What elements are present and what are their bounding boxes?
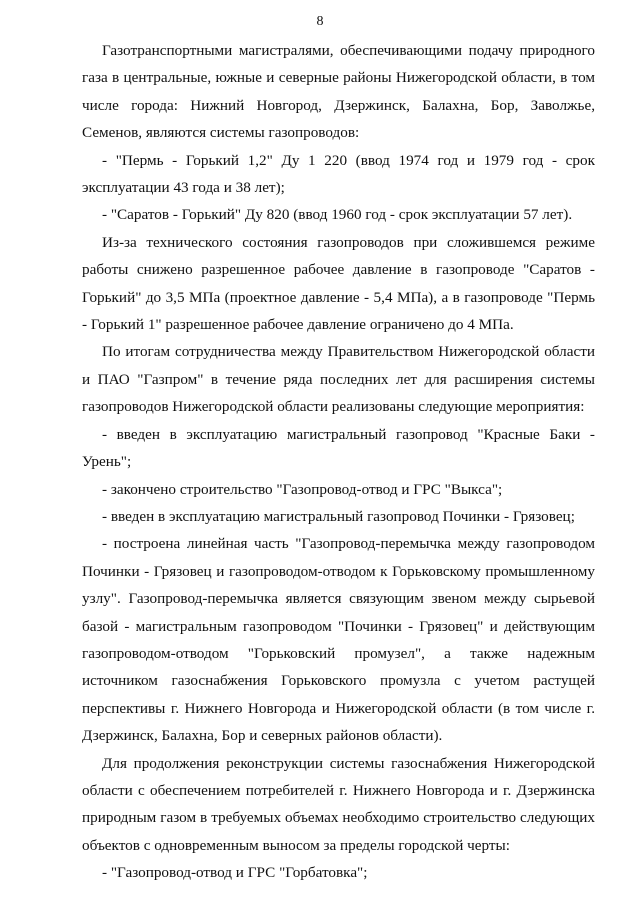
paragraph-krasnye-baki: - введен в эксплуатацию магистральный газопровод "Красные Баки - Урень"; <box>82 425 595 471</box>
page-number: 8 <box>316 14 324 29</box>
paragraph-perm-gorky: - "Пермь - Горький 1,2" Ду 1 220 (ввод 1974 год и 1979 год - срок эксплуатации 43 года и 38 лет); <box>82 151 595 197</box>
paragraph-reconstruction: Для продолжения реконструкции системы газоснабжения Нижегородской области с обеспечением потребителей г. Нижнего Новгорода и г. Дзержинска природным газом в требуемых объемах необходимо строительство следующих объектов с одновременным выносом за пределы городской черты: <box>82 754 595 854</box>
paragraph-technical-condition: Из-за технического состояния газопроводов при сложившемся режиме работы снижено разрешенное рабочее давление в газопроводе "Саратов - Горький" до 3,5 МПа (проектное давление - 5,4 МПа), а в газопроводе "Пермь - Горький 1" разрешенное рабочее давление ограничено до 4 МПа. <box>82 233 595 334</box>
paragraph-gas-mains-intro: Газотранспортными магистралями, обеспечивающими подачу природного газа в центральные, южные и северные районы Нижегородской области, в том числе города: Нижний Новгород, Дзержинск, Балахна, Бор, Заволжье, Семенов, являются системы газопроводов: <box>82 42 595 142</box>
paragraph-cooperation-gazprom: По итогам сотрудничества между Правительством Нижегородской области и ПАО "Газпром" в течение ряда последних лет для расширения системы газопроводов Нижегородской области реализованы следующие мероприятия: <box>82 343 595 416</box>
paragraph-gorbatovka: - "Газопровод-отвод и ГРС "Горбатовка"; <box>102 864 368 882</box>
paragraph-vyksa: - закончено строительство "Газопровод-отвод и ГРС "Выкса"; <box>102 480 503 498</box>
paragraph-saratov-gorky: - "Саратов - Горький" Ду 820 (ввод 1960 год - срок эксплуатации 57 лет). <box>102 206 573 224</box>
document-body <box>82 37 595 887</box>
paragraph-connector-pipeline: - построена линейная часть "Газопровод-перемычка между газопроводом Починки - Грязовец и газопроводом-отводом к Горьковскому промышленному узлу". Газопровод-перемычка является связующим звеном между сырьевой базой - магистральным газопроводом "Починки - Грязовец" и действующим газопроводом-отводом "Горьковский промузел", а также надежным источником газоснабжения Горьковского промузла с учетом растущей перспективы г. Нижнего Новгорода и Нижегородской области (в том числе г. Дзержинск, Балахна, Бор и северных районов области). <box>82 535 595 745</box>
paragraph-pochinki-gryazovets: - введен в эксплуатацию магистральный газопровод Починки - Грязовец; <box>102 507 575 525</box>
